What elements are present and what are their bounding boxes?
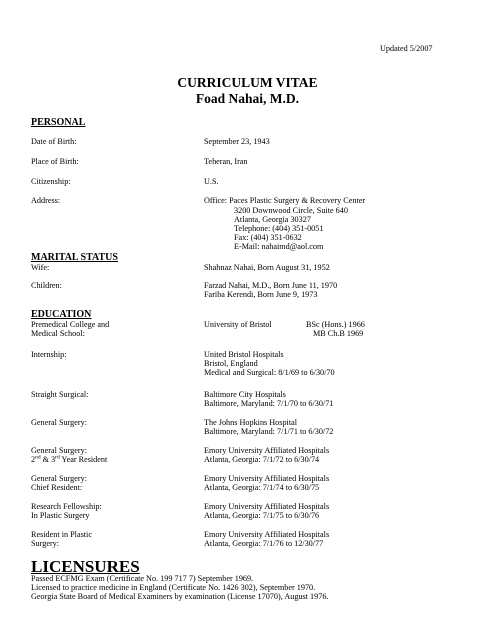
pob-value: Teheran, Iran [204, 157, 248, 166]
plastic-resident-line: Emory University Affiliated Hospitals [204, 530, 330, 539]
dob-label: Date of Birth: [31, 137, 77, 146]
research-fellowship-label: Research Fellowship: [31, 502, 102, 511]
internship-label: Internship: [31, 350, 67, 359]
internship-line: Medical and Surgical: 8/1/69 to 6/30/70 [204, 368, 335, 377]
premed-label: Premedical College and [31, 320, 110, 329]
address-line: E-Mail: nahaimd@aol.com [234, 242, 324, 251]
research-fellowship-line: Emory University Affiliated Hospitals [204, 502, 330, 511]
straight-surgical-line: Baltimore, Maryland: 7/1/70 to 6/30/71 [204, 399, 334, 408]
section-heading-licensures: LICENSURES [31, 557, 140, 576]
address-line: 3200 Downwood Circle, Suite 640 [234, 206, 348, 215]
internship-line: Bristol, England [204, 359, 258, 368]
updated-date: Updated 5/2007 [380, 44, 433, 53]
licensure-entry: Georgia State Board of Medical Examiners by examination (License 17070), August 1976. [31, 592, 329, 601]
address-line: Telephone: (404) 351-0051 [234, 224, 324, 233]
wife-value: Shahnaz Nahai, Born August 31, 1952 [204, 263, 330, 272]
dob-value: September 23, 1943 [204, 137, 270, 146]
child-entry: Fariba Kerendi, Born June 9, 1973 [204, 290, 318, 299]
chief-resident-label: Chief Resident: [31, 483, 83, 492]
straight-surgical-label: Straight Surgical: [31, 390, 89, 399]
children-label: Children: [31, 281, 62, 290]
chief-resident-line: Emory University Affiliated Hospitals [204, 474, 330, 483]
internship-line: United Bristol Hospitals [204, 350, 284, 359]
general-surgery-line: The Johns Hopkins Hospital [204, 418, 298, 427]
plastic-resident-line: Atlanta, Georgia: 7/1/76 to 12/30/77 [204, 539, 324, 548]
address-line: Office: Paces Plastic Surgery & Recovery Center [204, 196, 366, 205]
general-surgery-line: Baltimore, Maryland: 7/1/71 to 6/30/72 [204, 427, 334, 436]
wife-label: Wife: [31, 263, 50, 272]
citizenship-label: Citizenship: [31, 177, 71, 186]
chief-resident-label: General Surgery: [31, 474, 88, 483]
address-label: Address: [31, 196, 61, 205]
premed-label: Medical School: [31, 329, 85, 338]
address-line: Atlanta, Georgia 30327 [234, 215, 311, 224]
research-fellowship-label: In Plastic Surgery [31, 511, 90, 520]
straight-surgical-line: Baltimore City Hospitals [204, 390, 286, 399]
chief-resident-line: Atlanta, Georgia: 7/1/74 to 6/30/75 [204, 483, 320, 492]
section-heading-marital-status: MARITAL STATUS [31, 252, 118, 263]
pob-label: Place of Birth: [31, 157, 79, 166]
section-heading-personal: PERSONAL [31, 117, 86, 128]
section-heading-education: EDUCATION [31, 309, 92, 320]
person-name: Foad Nahai, M.D. [195, 91, 300, 106]
child-entry: Farzad Nahai, M.D., Born June 11, 1970 [204, 281, 338, 290]
general-surgery-resident-line: Atlanta, Georgia: 7/1/72 to 6/30/74 [204, 455, 320, 464]
general-surgery-label: General Surgery: [31, 418, 88, 427]
general-surgery-resident-line: Emory University Affiliated Hospitals [204, 446, 330, 455]
premed-degree: MB Ch.B 1969 [313, 329, 364, 338]
document-title: CURRICULUM VITAE [177, 75, 318, 90]
research-fellowship-line: Atlanta, Georgia: 7/1/75 to 6/30/76 [204, 511, 320, 520]
resident-year-label: 2nd & 3rd Year Resident [31, 454, 108, 464]
licensure-entry: Licensed to practice medicine in England (Certificate No. 1426 302), September 1970. [31, 583, 316, 592]
licensure-entry: Passed ECFMG Exam (Certificate No. 199 717 7) September 1969. [31, 574, 254, 583]
plastic-resident-label: Surgery: [31, 539, 60, 548]
premed-institution: University of Bristol [204, 320, 272, 329]
premed-degree: BSc (Hons.) 1966 [306, 320, 365, 329]
general-surgery-resident-label: General Surgery: [31, 446, 88, 455]
citizenship-value: U.S. [204, 177, 219, 186]
plastic-resident-label: Resident in Plastic [31, 530, 92, 539]
address-line: Fax: (404) 351-0632 [234, 233, 302, 242]
